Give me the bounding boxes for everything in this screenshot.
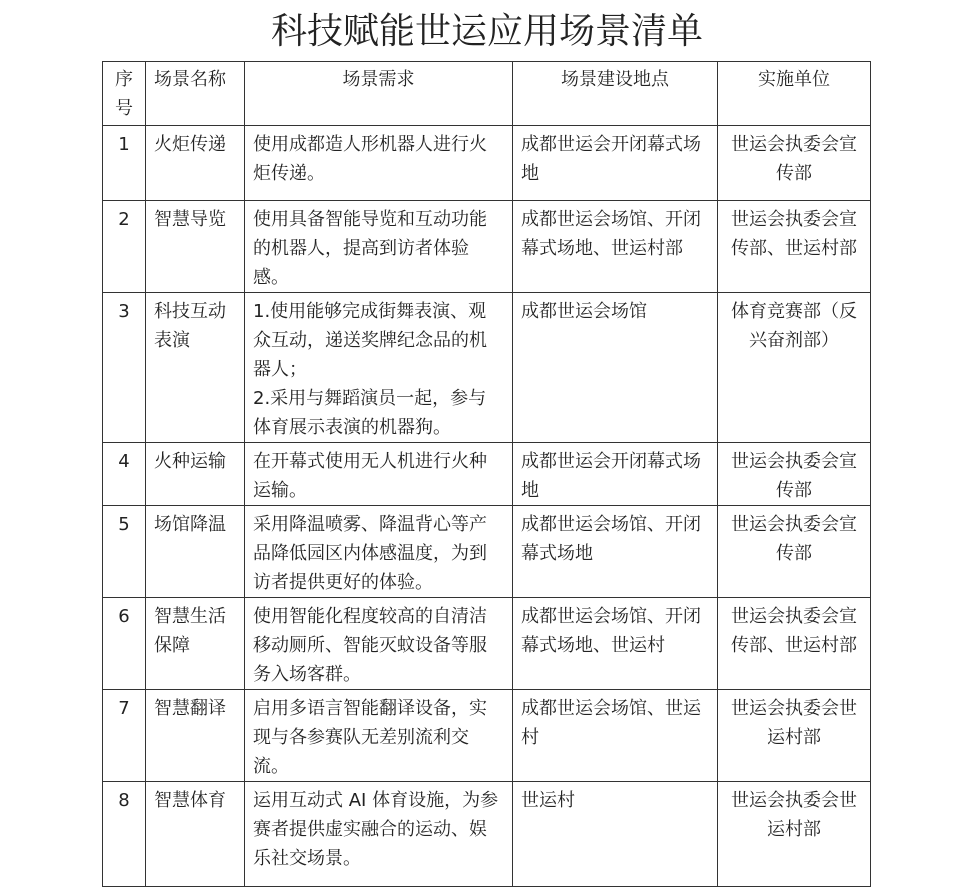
row-location: 成都世运会场馆、开闭幕式场地 <box>513 506 718 598</box>
row-no: 1 <box>103 126 146 201</box>
row-name: 场馆降温 <box>146 506 245 598</box>
table-row <box>103 506 871 598</box>
header-name: 场景名称 <box>146 62 245 126</box>
row-no: 4 <box>103 443 146 506</box>
row-need: 使用具备智能导览和互动功能的机器人，提高到访者体验感。 <box>245 201 513 293</box>
table-header-row <box>103 62 871 126</box>
row-location: 成都世运会开闭幕式场地 <box>513 126 718 201</box>
row-name: 火种运输 <box>146 443 245 506</box>
header-location: 场景建设地点 <box>513 62 718 126</box>
row-location: 成都世运会开闭幕式场地 <box>513 443 718 506</box>
table-row <box>103 201 871 293</box>
row-no: 3 <box>103 293 146 443</box>
header-no: 序号 <box>103 62 146 126</box>
row-no: 7 <box>103 690 146 782</box>
row-unit: 世运会执委会宣传部 <box>718 506 871 598</box>
row-need: 1.使用能够完成街舞表演、观众互动，递送奖牌纪念品的机器人； 2.采用与舞蹈演员一起，参与体育展示表演的机器狗。 <box>245 293 513 443</box>
row-no: 8 <box>103 782 146 887</box>
row-unit: 世运会执委会宣传部、世运村部 <box>718 201 871 293</box>
row-unit: 世运会执委会宣传部 <box>718 126 871 201</box>
row-need: 使用成都造人形机器人进行火炬传递。 <box>245 126 513 201</box>
row-name: 智慧导览 <box>146 201 245 293</box>
table-row <box>103 782 871 887</box>
row-unit: 体育竞赛部（反兴奋剂部） <box>718 293 871 443</box>
row-no: 5 <box>103 506 146 598</box>
row-location: 成都世运会场馆 <box>513 293 718 443</box>
table-row <box>103 598 871 690</box>
row-location: 世运村 <box>513 782 718 887</box>
row-no: 2 <box>103 201 146 293</box>
table-row <box>103 293 871 443</box>
table-row <box>103 443 871 506</box>
row-no: 6 <box>103 598 146 690</box>
row-need: 采用降温喷雾、降温背心等产品降低园区内体感温度，为到访者提供更好的体验。 <box>245 506 513 598</box>
scene-table <box>102 61 871 887</box>
header-need: 场景需求 <box>245 62 513 126</box>
row-need: 使用智能化程度较高的自清洁移动厕所、智能灭蚊设备等服务入场客群。 <box>245 598 513 690</box>
row-need: 启用多语言智能翻译设备，实现与各参赛队无差别流利交流。 <box>245 690 513 782</box>
row-unit: 世运会执委会世运村部 <box>718 782 871 887</box>
row-name: 智慧翻译 <box>146 690 245 782</box>
row-need: 运用互动式 AI 体育设施，为参赛者提供虚实融合的运动、娱乐社交场景。 <box>245 782 513 887</box>
row-name: 科技互动表演 <box>146 293 245 443</box>
row-unit: 世运会执委会宣传部、世运村部 <box>718 598 871 690</box>
row-name: 智慧体育 <box>146 782 245 887</box>
row-unit: 世运会执委会宣传部 <box>718 443 871 506</box>
table-row <box>103 126 871 201</box>
table-row <box>103 690 871 782</box>
row-location: 成都世运会场馆、开闭幕式场地、世运村 <box>513 598 718 690</box>
page-title: 科技赋能世运应用场景清单 <box>270 11 703 52</box>
row-name: 火炬传递 <box>146 126 245 201</box>
header-unit: 实施单位 <box>718 62 871 126</box>
row-need: 在开幕式使用无人机进行火种运输。 <box>245 443 513 506</box>
row-location: 成都世运会场馆、世运村 <box>513 690 718 782</box>
row-location: 成都世运会场馆、开闭幕式场地、世运村部 <box>513 201 718 293</box>
row-unit: 世运会执委会世运村部 <box>718 690 871 782</box>
row-name: 智慧生活保障 <box>146 598 245 690</box>
